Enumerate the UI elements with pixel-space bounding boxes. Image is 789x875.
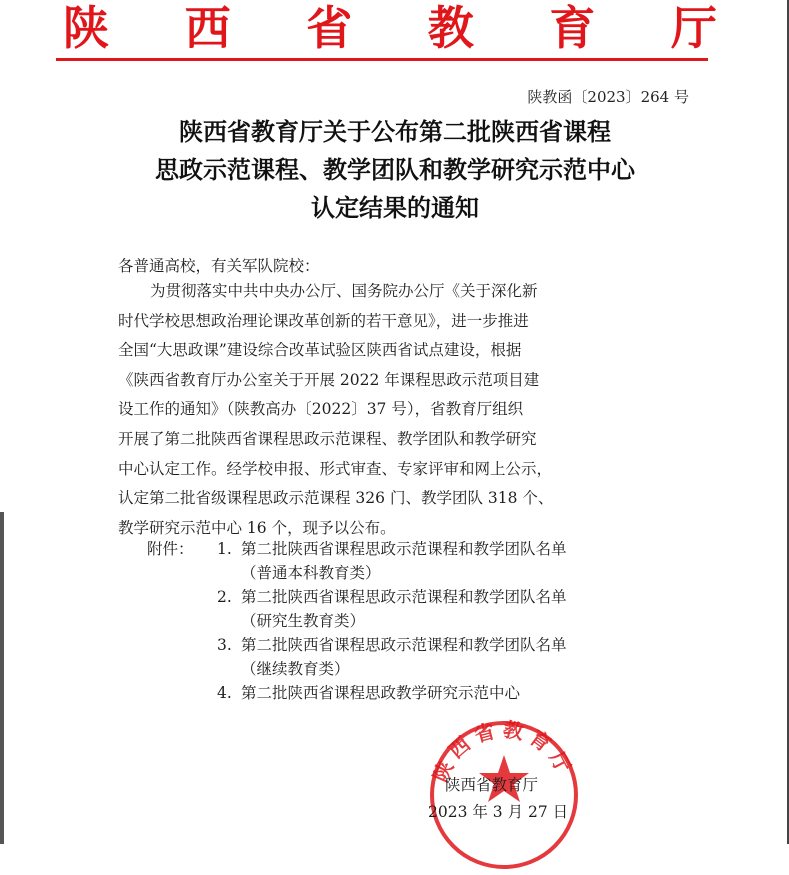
letterhead-char: 省 (306, 1, 353, 55)
title-line: 陕西省教育厅关于公布第二批陕西省课程 (179, 117, 611, 146)
attachment-subtitle: （继续教育类） (241, 660, 350, 678)
letterhead-char: 育 (549, 1, 596, 55)
attachment-title: 第二批陕西省课程思政教学研究示范中心 (241, 684, 521, 702)
letterhead-char: 西 (184, 1, 231, 55)
attachment-subtitle: （普通本科教育类） (241, 564, 381, 582)
paragraph-line: 《陕西省教育厅办公室关于开展 2022 年课程思政示范项目建 (118, 370, 540, 389)
letterhead-char: 教 (427, 1, 474, 55)
attachment-title: 第二批陕西省课程思政示范课程和教学团队名单 (241, 588, 567, 606)
paragraph-line: 时代学校思想政治理论课改革创新的若干意见》，进一步推进 (118, 311, 529, 330)
letterhead-char: 厅 (670, 1, 717, 55)
letterhead-char: 陕 (63, 1, 109, 55)
official-seal-icon (424, 715, 584, 875)
document-title (90, 113, 700, 227)
signing-date: 2023 年 3 月 27 日 (428, 803, 569, 821)
attachment-number: 1. (217, 540, 232, 558)
signing-organization: 陕西省教育厅 (445, 776, 539, 794)
attachment-number: 2. (217, 588, 232, 606)
attachment-title: 第二批陕西省课程思政示范课程和教学团队名单 (241, 636, 567, 654)
attachment-label: 附件： (147, 540, 194, 558)
paragraph-line: 中心认定工作。经学校申报、形式审查、专家评审和网上公示， (118, 459, 553, 478)
title-line: 思政示范课程、教学团队和教学研究示范中心 (155, 155, 635, 184)
scan-edge-shadow (0, 512, 4, 844)
document-number: 陕教函〔2023〕264 号 (527, 88, 689, 106)
attachment-subtitle: （研究生教育类） (241, 612, 366, 630)
title-line: 认定结果的通知 (311, 193, 479, 222)
body-paragraph (118, 277, 678, 543)
attachment-number: 4. (217, 684, 232, 702)
paragraph-line: 认定第二批省级课程思政示范课程 326 门、教学团队 318 个、 (118, 489, 554, 508)
paragraph-line: 开展了第二批陕西省课程思政示范课程、教学团队和教学研究 (118, 429, 537, 448)
paragraph-line: 为贯彻落实中共中央办公厅、国务院办公厅《关于深化新 (150, 282, 538, 300)
attachment-title: 第二批陕西省课程思政示范课程和教学团队名单 (241, 540, 567, 558)
paragraph-line: 教学研究示范中心 16 个，现予以公布。 (118, 518, 396, 537)
letterhead-red-rule (56, 58, 708, 61)
paragraph-line: 全国“大思政课”建设综合改革试验区陕西省试点建设，根据 (118, 341, 522, 360)
attachment-number: 3. (217, 636, 232, 654)
letterhead-title (60, 0, 720, 55)
paragraph-line: 设工作的通知》（陕教高办〔2022〕37 号），省教育厅组织 (118, 400, 524, 419)
salutation: 各普通高校，有关军队院校： (118, 257, 320, 275)
seal-text: 陕西省教育厅 (428, 716, 579, 786)
